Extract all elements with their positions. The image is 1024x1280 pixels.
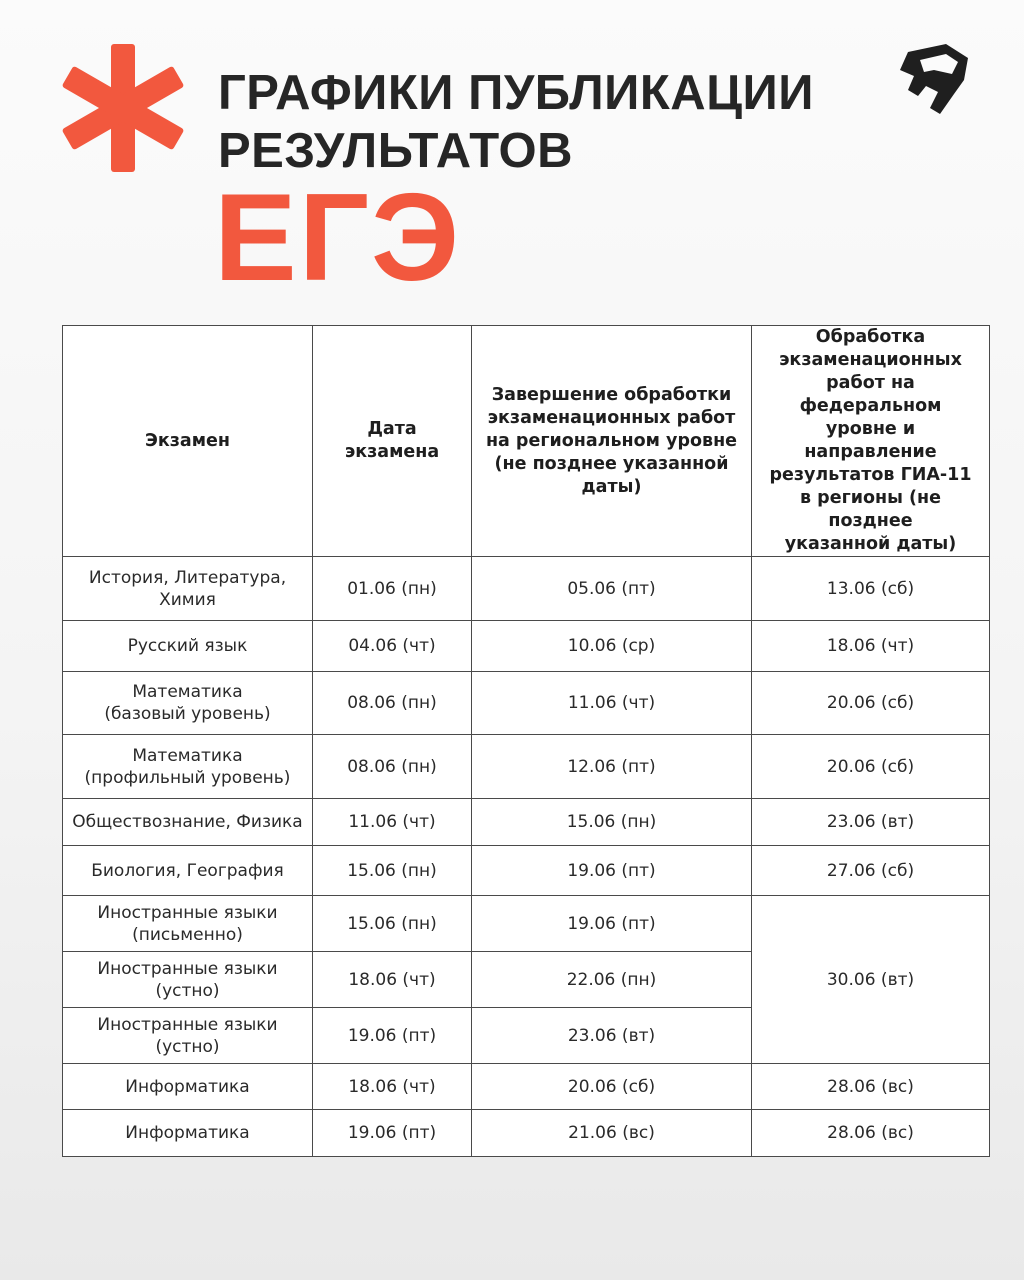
cell-regional-date: 21.06 (вс) — [472, 1110, 752, 1157]
cell-exam: Иностранные языки (устно) — [63, 952, 313, 1008]
cell-exam-date: 18.06 (чт) — [313, 1064, 472, 1110]
cell-exam: Обществознание, Физика — [63, 799, 313, 846]
cell-exam-date: 08.06 (пн) — [313, 735, 472, 799]
cell-exam-date: 01.06 (пн) — [313, 557, 472, 621]
cell-exam: Информатика — [63, 1064, 313, 1110]
cell-federal-date-merged: 30.06 (вт) — [752, 896, 990, 1064]
cell-exam: Иностранные языки (письменно) — [63, 896, 313, 952]
cell-federal-date: 20.06 (сб) — [752, 672, 990, 735]
cell-federal-date: 18.06 (чт) — [752, 621, 990, 672]
header-federal-processing: Обработка экзаменационных работ на федеральном уровне и направление результатов ГИА-11 в регионы (не позднее указанной даты) — [752, 326, 990, 557]
cell-regional-date: 10.06 (ср) — [472, 621, 752, 672]
cell-exam: Математика (базовый уровень) — [63, 672, 313, 735]
cell-exam: Иностранные языки (устно) — [63, 1008, 313, 1064]
table-row — [63, 896, 990, 952]
table-row — [63, 1110, 990, 1157]
cell-regional-date: 20.06 (сб) — [472, 1064, 752, 1110]
header-regional-processing: Завершение обработки экзаменационных работ на региональном уровне (не позднее указанной даты) — [472, 326, 752, 557]
table-row — [63, 621, 990, 672]
cell-regional-date: 15.06 (пн) — [472, 799, 752, 846]
table-header-row — [63, 326, 990, 557]
results-schedule-table — [62, 325, 990, 1157]
cell-exam-date: 15.06 (пн) — [313, 896, 472, 952]
cell-exam: Информатика — [63, 1110, 313, 1157]
cell-federal-date: 28.06 (вс) — [752, 1110, 990, 1157]
cell-exam: Русский язык — [63, 621, 313, 672]
table-row — [63, 735, 990, 799]
cell-exam: История, Литература, Химия — [63, 557, 313, 621]
cell-exam-date: 15.06 (пн) — [313, 846, 472, 896]
exam-title: ЕГЭ — [214, 169, 462, 307]
asterisk-icon — [58, 42, 188, 174]
title-line-1: ГРАФИКИ ПУБЛИКАЦИИ — [218, 66, 814, 120]
cell-regional-date: 11.06 (чт) — [472, 672, 752, 735]
cell-exam: Биология, География — [63, 846, 313, 896]
cell-regional-date: 23.06 (вт) — [472, 1008, 752, 1064]
cell-regional-date: 19.06 (пт) — [472, 896, 752, 952]
cell-exam: Математика (профильный уровень) — [63, 735, 313, 799]
cell-exam-date: 18.06 (чт) — [313, 952, 472, 1008]
cell-federal-date: 28.06 (вс) — [752, 1064, 990, 1110]
cell-exam-date: 08.06 (пн) — [313, 672, 472, 735]
cell-federal-date: 23.06 (вт) — [752, 799, 990, 846]
cell-regional-date: 22.06 (пн) — [472, 952, 752, 1008]
cell-federal-date: 27.06 (сб) — [752, 846, 990, 896]
cell-exam-date: 11.06 (чт) — [313, 799, 472, 846]
cell-federal-date: 13.06 (сб) — [752, 557, 990, 621]
header-exam: Экзамен — [63, 326, 313, 557]
table-row — [63, 1064, 990, 1110]
table-row — [63, 672, 990, 735]
page-title — [218, 64, 868, 180]
cell-exam-date: 19.06 (пт) — [313, 1008, 472, 1064]
cell-exam-date: 19.06 (пт) — [313, 1110, 472, 1157]
cell-exam-date: 04.06 (чт) — [313, 621, 472, 672]
cell-regional-date: 12.06 (пт) — [472, 735, 752, 799]
cell-federal-date: 20.06 (сб) — [752, 735, 990, 799]
title-line-2: РЕЗУЛЬТАТОВ — [218, 124, 573, 178]
table-row — [63, 846, 990, 896]
table-row — [63, 557, 990, 621]
cell-regional-date: 05.06 (пт) — [472, 557, 752, 621]
cell-regional-date: 19.06 (пт) — [472, 846, 752, 896]
fist-logo-icon — [890, 36, 976, 122]
header-exam-date: Дата экзамена — [313, 326, 472, 557]
table-row — [63, 799, 990, 846]
